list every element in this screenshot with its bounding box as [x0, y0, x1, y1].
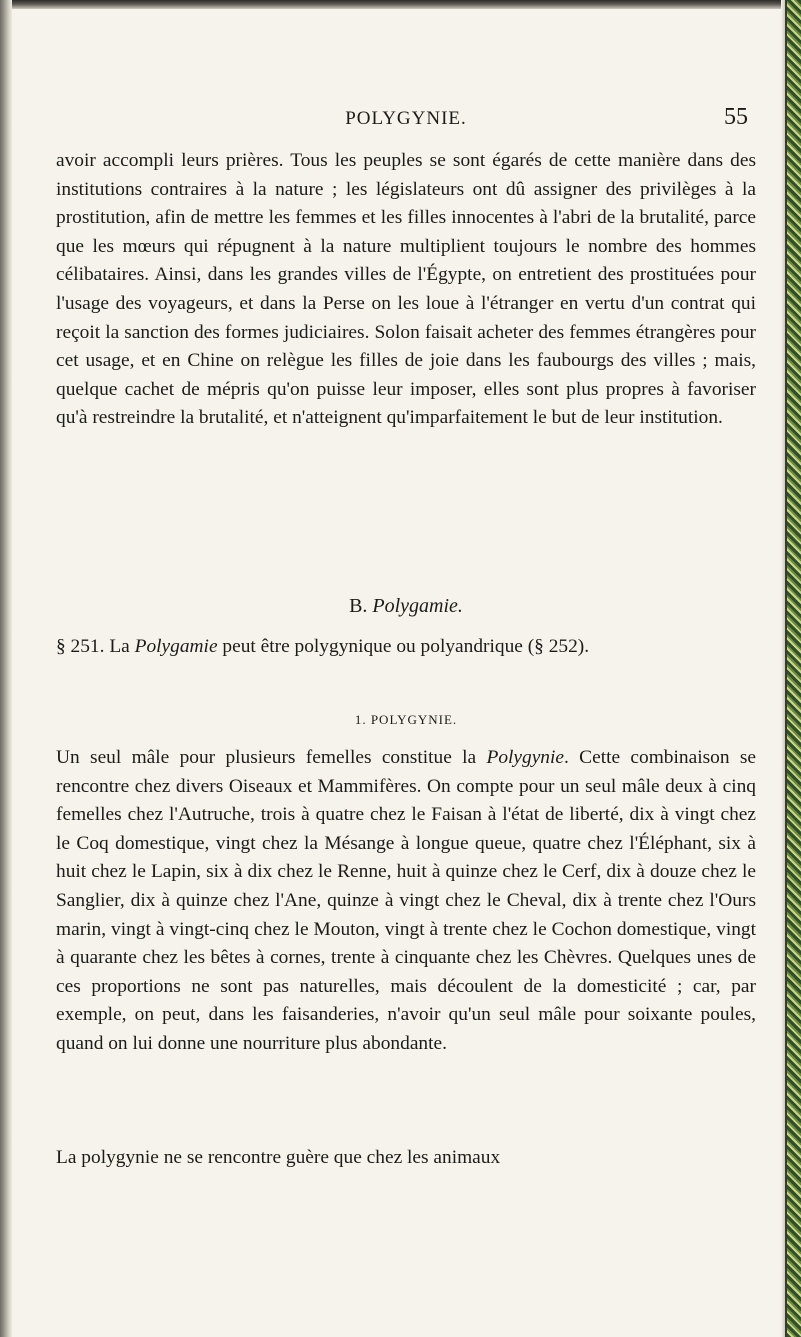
- paragraph-continued: avoir accompli leurs prières. Tous les peuples se sont égarés de cette manière dans des institutions contraires à la nature ; les législateurs ont dû assigner des privilèges à la prostitution, afin de mettre les femmes et les filles innocentes à l'abri de la brutalité, parce que les mœurs qui répugnent à la nature multiplient toujours le nombre des hommes célibataires. Ainsi, dans les grandes villes de l'Égypte, on entretient des prostituées pour l'usage des voyageurs, et dans la Perse on les loue à l'étranger en vertu d'un contrat qui reçoit la sanction des formes judiciaires. Solon faisait acheter des femmes étrangères pour cet usage, et en Chine on relègue les filles de joie dans les faubourgs des villes ; mais, quelque cachet de mépris qu'on puisse leur imposer, elles sont plus propres à favoriser qu'à restreindre la brutalité, et n'atteignent qu'imparfaitement le but de leur institution.: [56, 150, 756, 429]
- page-number: 55: [724, 104, 748, 130]
- paragraph-polygynie: [56, 744, 756, 1059]
- term-polygamie: Polygamie: [134, 636, 218, 657]
- section-title: Polygamie.: [372, 595, 463, 617]
- page-header: [56, 104, 756, 136]
- paragraph-suffix: peut être polygynique ou polyandrique (§ 252).: [217, 636, 590, 657]
- paragraph-prefix: Un seul mâle pour plusieurs femelles constitue la: [56, 747, 487, 768]
- binding-edge: [0, 0, 12, 1337]
- scan-right-edge: [785, 0, 801, 1337]
- section-heading: [56, 595, 756, 618]
- paragraph-suffix: . Cette combinaison se rencontre chez divers Oiseaux et Mammifères. On compte pour un seul mâle deux à cinq femelles chez l'Autruche, trois à quatre chez le Faisan à l'état de liberté, dix à vingt chez le Coq domestique, vingt chez la Mésange à longue queue, quatre chez l'Éléphant, six à huit chez le Lapin, six à dix chez le Renne, huit à quinze chez le Cerf, dix à douze chez le Sanglier, dix à quinze chez l'Ane, quinze à vingt chez le Cheval, dix à trente chez l'Ours marin, vingt à vingt-cinq chez le Mouton, vingt à trente chez le Cochon domestique, vingt à quarante chez les bêtes à cornes, trente à cinquante chez les Chèvres. Quelques unes de ces proportions ne sont pas naturelles, mais découlent de la domesticité ; car, par exemple, on peut, dans les faisanderies, n'avoir qu'un seul mâle pour soixante poules, quand on lui donne une nourriture plus abondante.: [56, 747, 756, 1054]
- paragraph-closing: La polygynie ne se rencontre guère que chez les animaux: [56, 1147, 501, 1168]
- section-label: B.: [349, 595, 368, 617]
- term-polygynie: Polygynie: [486, 747, 564, 768]
- scan-top-edge: [0, 0, 801, 9]
- paragraph-251: [56, 633, 756, 662]
- running-head: POLYGYNIE.: [345, 108, 467, 129]
- subheading-polygynie: 1. POLYGYNIE.: [354, 712, 458, 727]
- paragraph-prefix: § 251. La: [56, 636, 135, 657]
